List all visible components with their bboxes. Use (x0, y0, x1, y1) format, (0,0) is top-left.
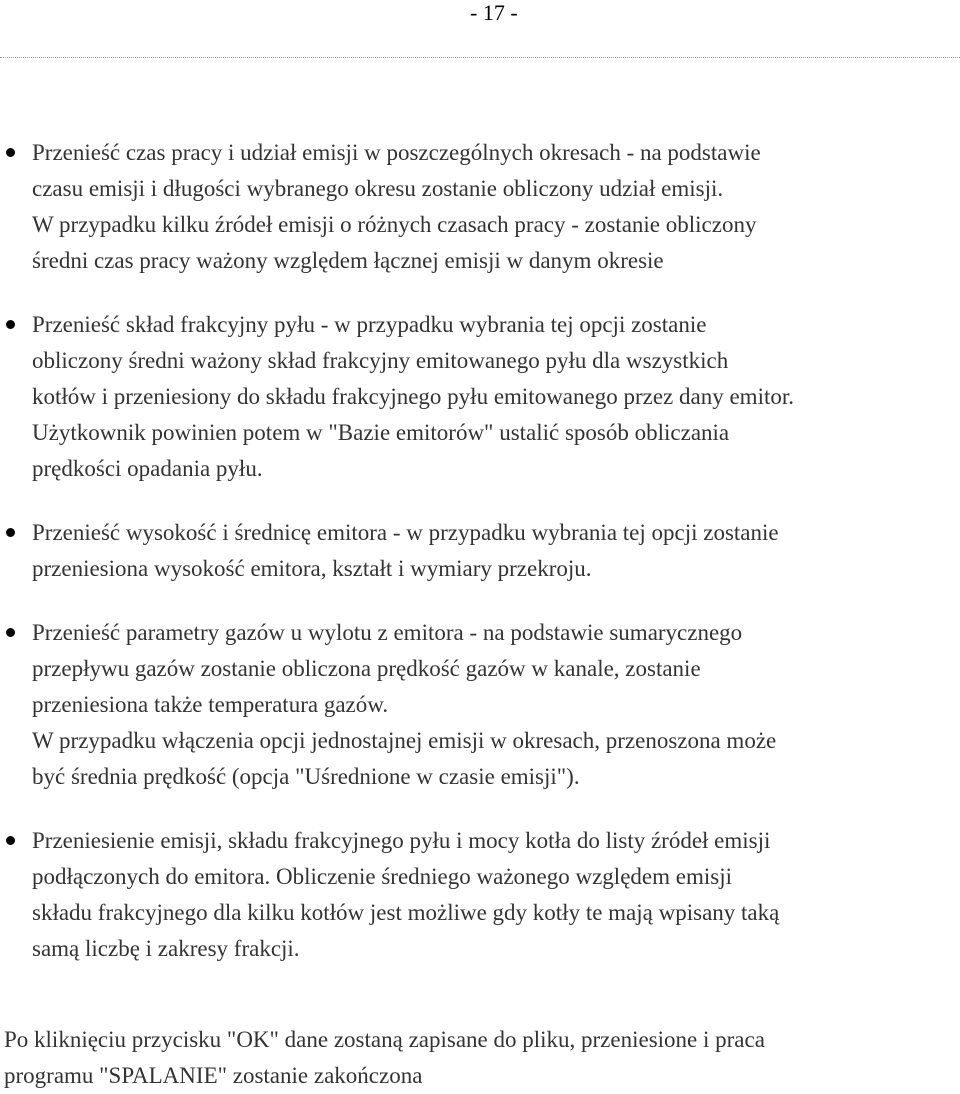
text-line: kotłów i przeniesiony do składu frakcyjnego pyłu emitowanego przez dany emitor. (32, 384, 794, 409)
text-line: samą liczbę i zakresy frakcji. (32, 936, 300, 961)
list-item-text (32, 135, 952, 279)
bullet-icon (6, 628, 15, 637)
closing-paragraph (4, 1022, 954, 1094)
list-item-emitter-dimensions (0, 515, 960, 587)
bullet-icon (6, 836, 15, 845)
list-item-fraction-composition (0, 307, 960, 487)
text-line: Przenieść czas pracy i udział emisji w poszczególnych okresach - na podstawie (32, 140, 761, 165)
header-divider (0, 57, 960, 58)
list-item-text (32, 515, 952, 587)
text-line: Przenieść skład frakcyjny pyłu - w przypadku wybrania tej opcji zostanie (32, 312, 707, 337)
text-line: Przenieść wysokość i średnicę emitora - w przypadku wybrania tej opcji zostanie (32, 520, 779, 545)
list-item-text (32, 307, 952, 487)
text-line: Po kliknięciu przycisku "OK" dane zostaną zapisane do pliku, przeniesione i praca (4, 1027, 765, 1052)
text-line: W przypadku kilku źródeł emisji o różnych czasach pracy - zostanie obliczony (32, 212, 757, 237)
text-line: W przypadku włączenia opcji jednostajnej emisji w okresach, przenoszona może (32, 728, 777, 753)
list-item-gas-parameters (0, 615, 960, 795)
text-line: Przenieść parametry gazów u wylotu z emitora - na podstawie sumarycznego (32, 620, 743, 645)
text-line: średni czas pracy ważony względem łącznej emisji w danym okresie (32, 248, 664, 273)
text-line: przeniesiona także temperatura gazów. (32, 692, 389, 717)
bullet-icon (6, 528, 15, 537)
text-line: być średnia prędkość (opcja "Uśrednione w czasie emisji"). (32, 764, 580, 789)
list-item-text (32, 615, 952, 795)
list-item-emission-time (0, 135, 960, 279)
list-item-emission-transfer (0, 823, 960, 967)
text-line: Przeniesienie emisji, składu frakcyjnego pyłu i mocy kotła do listy źródeł emisji (32, 828, 771, 853)
text-line: przepływu gazów zostanie obliczona prędkość gazów w kanale, zostanie (32, 656, 701, 681)
text-line: obliczony średni ważony skład frakcyjny emitowanego pyłu dla wszystkich (32, 348, 729, 373)
text-line: czasu emisji i długości wybranego okresu zostanie obliczony udział emisji. (32, 176, 724, 201)
list-item-text (32, 823, 952, 967)
text-line: podłączonych do emitora. Obliczenie średniego ważonego względem emisji (32, 864, 732, 889)
text-line: Użytkownik powinien potem w "Bazie emitorów" ustalić sposób obliczania (32, 420, 730, 445)
text-line: prędkości opadania pyłu. (32, 456, 263, 481)
text-line: składu frakcyjnego dla kilku kotłów jest możliwe gdy kotły te mają wpisany taką (32, 900, 780, 925)
text-line: programu "SPALANIE" zostanie zakończona (4, 1063, 423, 1088)
bullet-icon (6, 320, 15, 329)
option-list (0, 135, 960, 967)
page-number: - 17 - (470, 0, 518, 25)
text-line: przeniesiona wysokość emitora, kształt i wymiary przekroju. (32, 556, 592, 581)
bullet-icon (6, 148, 15, 157)
